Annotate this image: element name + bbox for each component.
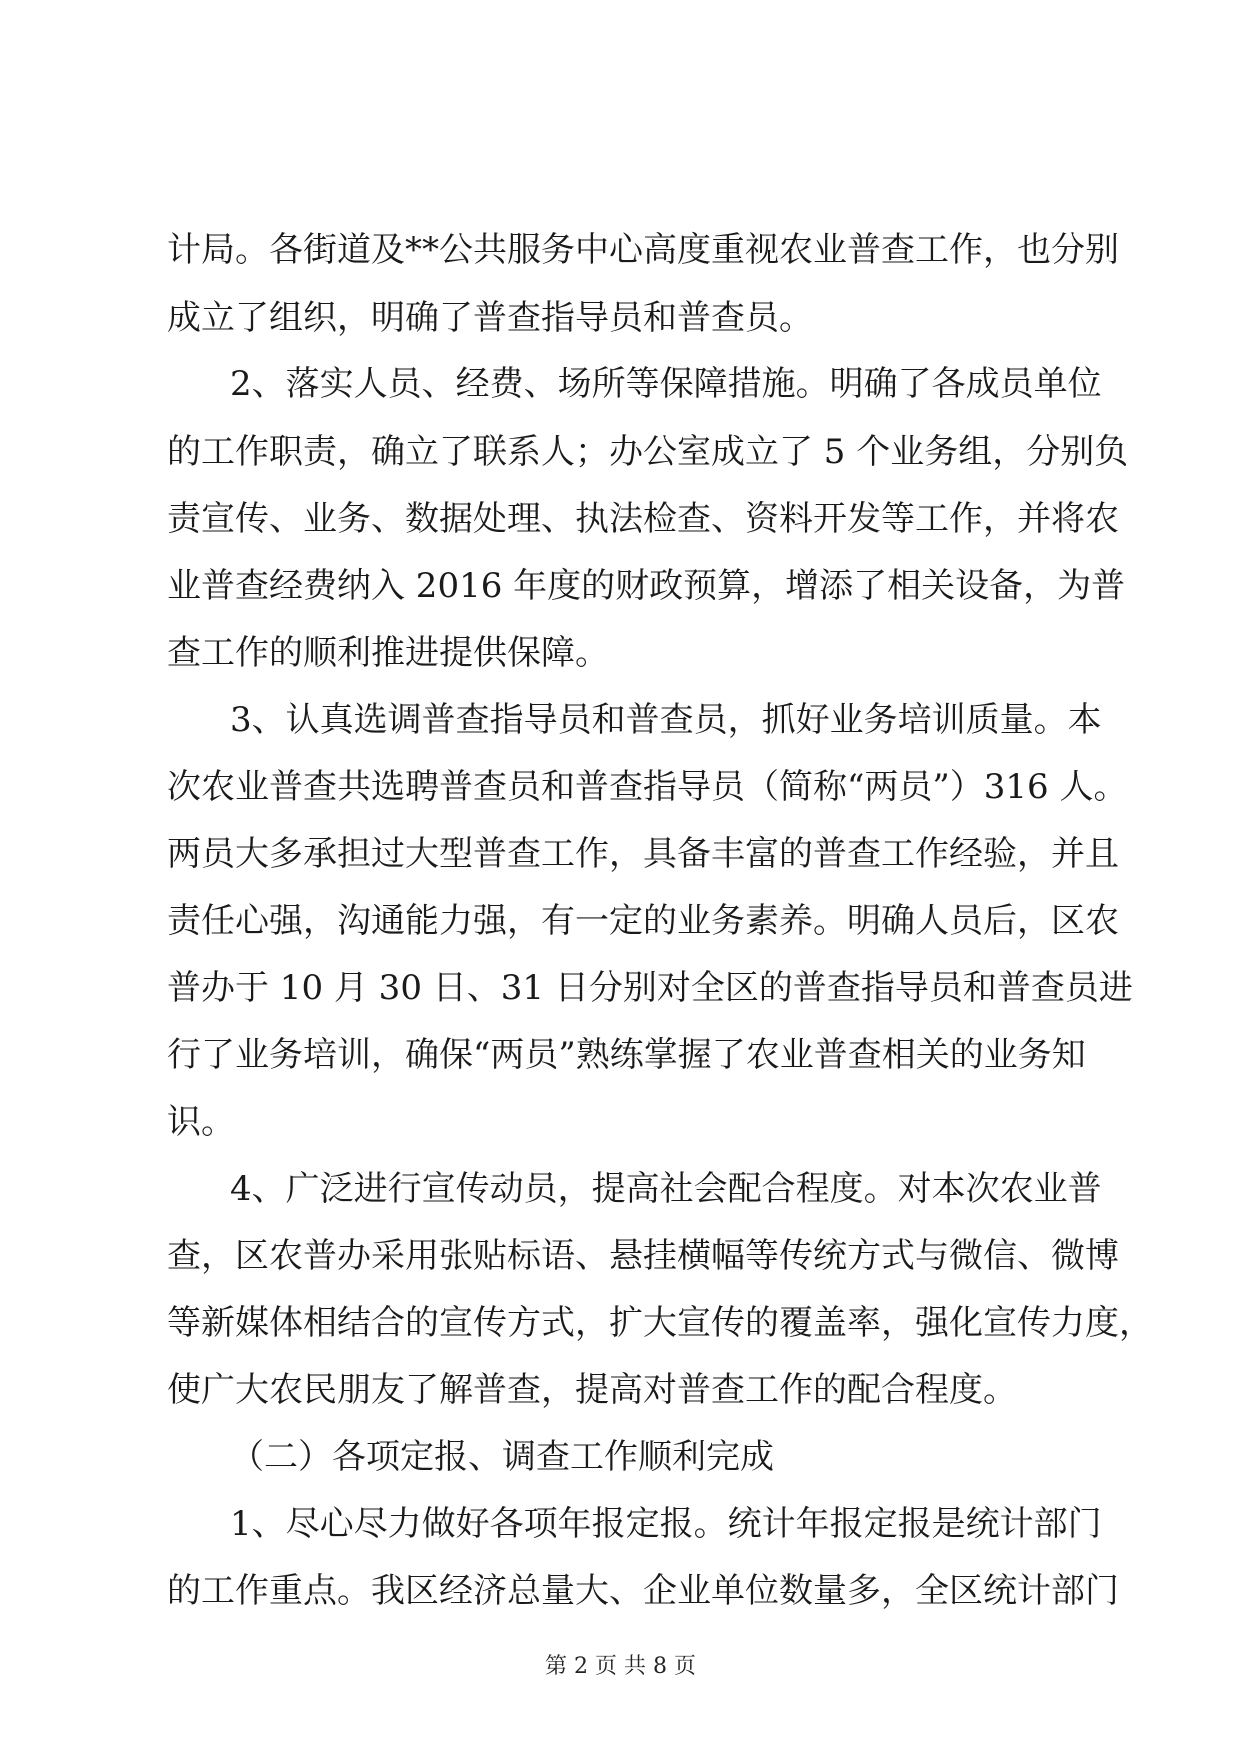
paragraph-line: 的工作重点。我区经济总量大、企业单位数量多，全区统计部门 [167, 1571, 1119, 1611]
paragraph-line: 成立了组织，明确了普查指导员和普查员。 [167, 298, 813, 338]
paragraph-line: 责宣传、业务、数据处理、执法检查、资料开发等工作，并将农 [167, 499, 1119, 539]
paragraph-line: 业普查经费纳入 2016 年度的财政预算，增添了相关设备，为普 [167, 566, 1126, 606]
paragraph-line: 等新媒体相结合的宣传方式，扩大宣传的覆盖率，强化宣传力度， [167, 1303, 1153, 1343]
paragraph-line: 使广大农民朋友了解普查，提高对普查工作的配合程度。 [167, 1370, 1017, 1410]
paragraph-line: 查，区农普办采用张贴标语、悬挂横幅等传统方式与微信、微博 [167, 1236, 1119, 1276]
paragraph-line: 识。 [167, 1102, 235, 1142]
paragraph-line: 3、认真选调普查指导员和普查员，抓好业务培训质量。本 [230, 700, 1102, 740]
section-heading: （二）各项定报、调查工作顺利完成 [230, 1437, 774, 1477]
paragraph-line: 两员大多承担过大型普查工作，具备丰富的普查工作经验，并且 [167, 834, 1119, 874]
paragraph-line: 查工作的顺利推进提供保障。 [167, 633, 609, 673]
paragraph-line: 次农业普查共选聘普查员和普查指导员（简称“两员”）316 人。 [167, 767, 1128, 807]
paragraph-line: 普办于 10 月 30 日、31 日分别对全区的普查指导员和普查员进 [167, 968, 1133, 1008]
paragraph-line: 的工作职责，确立了联系人；办公室成立了 5 个业务组，分别负 [167, 432, 1129, 472]
paragraph-line: 责任心强，沟通能力强，有一定的业务素养。明确人员后，区农 [167, 901, 1119, 941]
paragraph-line: 计局。各街道及**公共服务中心高度重视农业普查工作，也分别 [167, 230, 1119, 270]
paragraph-line: 1、尽心尽力做好各项年报定报。统计年报定报是统计部门 [230, 1504, 1102, 1544]
page-number-footer: 第 2 页 共 8 页 [545, 1654, 696, 1679]
paragraph-line: 4、广泛进行宣传动员，提高社会配合程度。对本次农业普 [230, 1169, 1102, 1209]
paragraph-line: 行了业务培训，确保“两员”熟练掌握了农业普查相关的业务知 [167, 1035, 1086, 1075]
paragraph-line: 2、落实人员、经费、场所等保障措施。明确了各成员单位 [230, 364, 1102, 404]
